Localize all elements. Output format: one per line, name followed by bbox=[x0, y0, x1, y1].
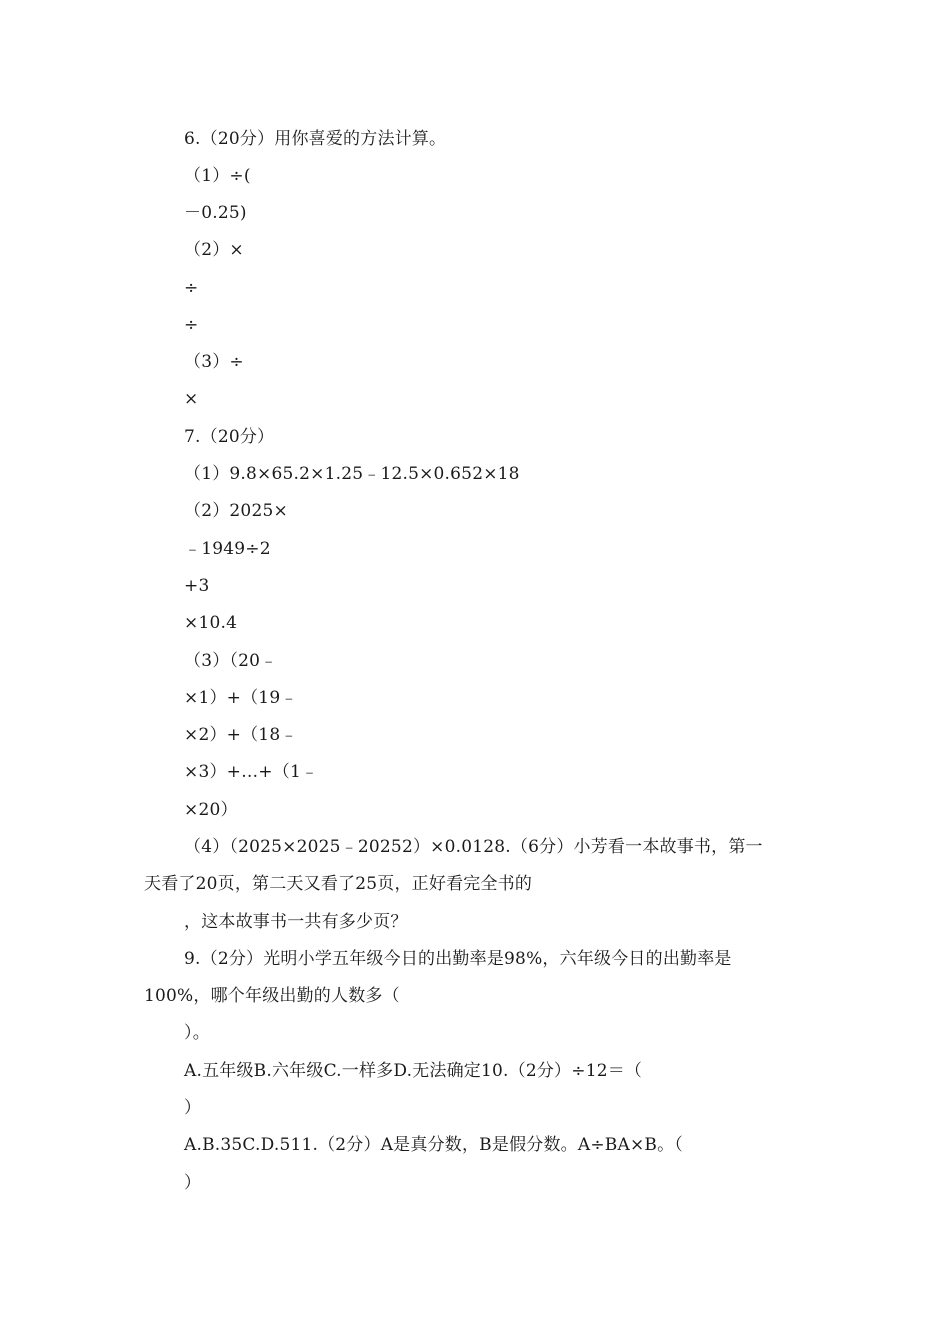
question-7-part-2-cont-2: +3 bbox=[184, 576, 210, 596]
question-7-part-3-cont-1: ×1）+（19﹣ bbox=[184, 688, 298, 708]
question-9-cont-1: 100%，哪个年级出勤的人数多（ bbox=[144, 986, 400, 1006]
question-10-options-and-question-11: A.B.35C.D.511.（2分）A是真分数，B是假分数。A÷BA×B。（ bbox=[184, 1135, 684, 1155]
question-8-cont-1: 天看了20页，第二天又看了25页，正好看完全书的 bbox=[144, 874, 533, 894]
question-7-part-1: （1）9.8×65.2×1.25﹣12.5×0.652×18 bbox=[184, 464, 520, 484]
question-7-part-3-cont-2: ×2）+（18﹣ bbox=[184, 725, 298, 745]
question-7-part-3-cont-4: ×20） bbox=[184, 800, 238, 820]
question-6-part-2-cont-1: ÷ bbox=[184, 278, 199, 298]
question-7-title: 7.（20分） bbox=[184, 427, 275, 447]
question-6-part-3-cont: × bbox=[184, 389, 199, 409]
question-7-part-2-cont-3: ×10.4 bbox=[184, 613, 238, 633]
question-7-part-3: （3）（20﹣ bbox=[184, 651, 278, 671]
question-6-part-2: （2）× bbox=[184, 240, 244, 260]
question-9-cont-2: ）。 bbox=[184, 1023, 210, 1043]
question-10-cont: ） bbox=[184, 1098, 202, 1118]
question-11-cont: ） bbox=[184, 1173, 202, 1193]
question-6-part-2-cont-2: ÷ bbox=[184, 315, 199, 335]
question-7-part-2: （2）2025× bbox=[184, 501, 288, 521]
question-7-part-2-cont-1: ﹣1949÷2 bbox=[184, 539, 271, 559]
question-6-title: 6.（20分）用你喜爱的方法计算。 bbox=[184, 129, 447, 149]
question-6-part-1: （1）÷( bbox=[184, 166, 251, 186]
question-8-cont-2: ，这本故事书一共有多少页？ bbox=[184, 912, 408, 932]
question-6-part-3: （3）÷ bbox=[184, 352, 244, 372]
question-7-part-4-and-question-8: （4）（2025×2025﹣20252）×0.0128.（6分）小芳看一本故事书，第一 bbox=[184, 837, 763, 857]
question-6-part-1-cont: －0.25) bbox=[184, 203, 247, 223]
question-9-options-and-question-10: A.五年级B.六年级C.一样多D.无法确定10.（2分）÷12＝（ bbox=[184, 1061, 643, 1081]
question-7-part-3-cont-3: ×3）+…+（1﹣ bbox=[184, 762, 319, 782]
question-9-title: 9.（2分）光明小学五年级今日的出勤率是98%，六年级今日的出勤率是 bbox=[184, 949, 732, 969]
